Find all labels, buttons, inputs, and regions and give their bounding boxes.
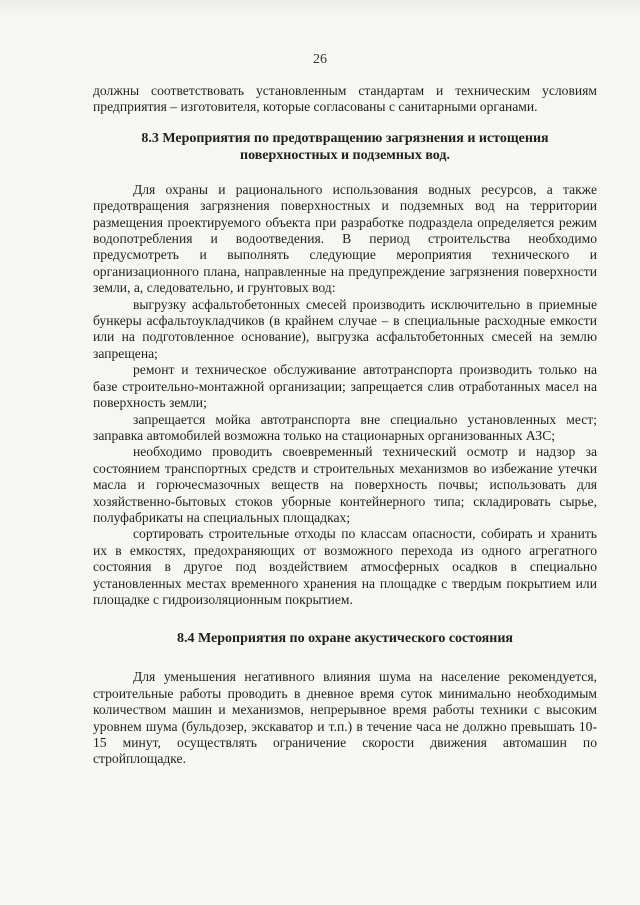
page-content [93, 83, 597, 768]
page-number: 26 [313, 52, 327, 67]
section-8-3-paragraph: Для охраны и рационального использования водных ресурсов, а также предотвращения загрязнения поверхностных и подземных вод на территории размещения проектируемого объекта при разработке подраздела определяется режим водопотребления и водоотведения. В период строительства необходимо предусмотреть и выполнять следующие мероприятия технического и организационного плана, направленные на предупреждение загрязнения поверхности земли, а, следовательно, и грунтовых вод: [93, 181, 597, 296]
section-8-3-heading: 8.3 Мероприятия по предотвращению загрязнения и истощения поверхностных и подземных вод. [141, 130, 549, 163]
section-8-4-heading: 8.4 Мероприятия по охране акустического состояния [177, 631, 513, 647]
section-8-3-paragraph: выгрузку асфальтобетонных смесей производить исключительно в приемные бункеры асфальтоукладчиков (в крайнем случае – в специальные расходные емкости или на подготовленное основание), выгрузка асфальтобетонных смесей на землю запрещена; [93, 296, 597, 361]
section-8-3-paragraph: ремонт и техническое обслуживание автотранспорта производить только на базе строительно-монтажной организации; запрещается слив отработанных масел на поверхность земли; [93, 362, 597, 411]
intro-paragraph: должны соответствовать установленным стандартам и техническим условиям предприятия – изготовителя, которые согласованы с санитарными органами. [93, 83, 597, 115]
section-8-3-paragraph: запрещается мойка автотранспорта вне специально установленных мест; заправка автомобилей возможна только на стационарных организованных АЗС; [93, 411, 597, 443]
section-8-3-paragraph: сортировать строительные отходы по классам опасности, собирать и хранить их в емкостях, предохраняющих от возможного перехода из одного агрегатного состояния в другое под воздействием атмосферных осадков в специально установленных местах временного хранения на площадке с твердым покрытием или площадке с гидроизоляционным покрытием. [93, 526, 597, 607]
section-8-3-paragraph: необходимо проводить своевременный технический осмотр и надзор за состоянием транспортных средств и строительных механизмов во избежание утечки масла и горючесмазочных веществ на поверхность почвы; использовать для хозяйственно-бытовых стоков уборные контейнерного типа; складировать сырье, полуфабрикаты на специальных площадках; [93, 444, 597, 525]
section-8-4-paragraph: Для уменьшения негативного влияния шума на население рекомендуется, строительные работы проводить в дневное время суток минимально необходимым количеством машин и механизмов, непрерывное время работы техники с высоким уровнем шума (бульдозер, экскаватор и т.п.) в течение часа не должно превышать 10-15 минут, осуществлять ограничение скорости движения автомашин по стройплощадке. [93, 669, 597, 767]
